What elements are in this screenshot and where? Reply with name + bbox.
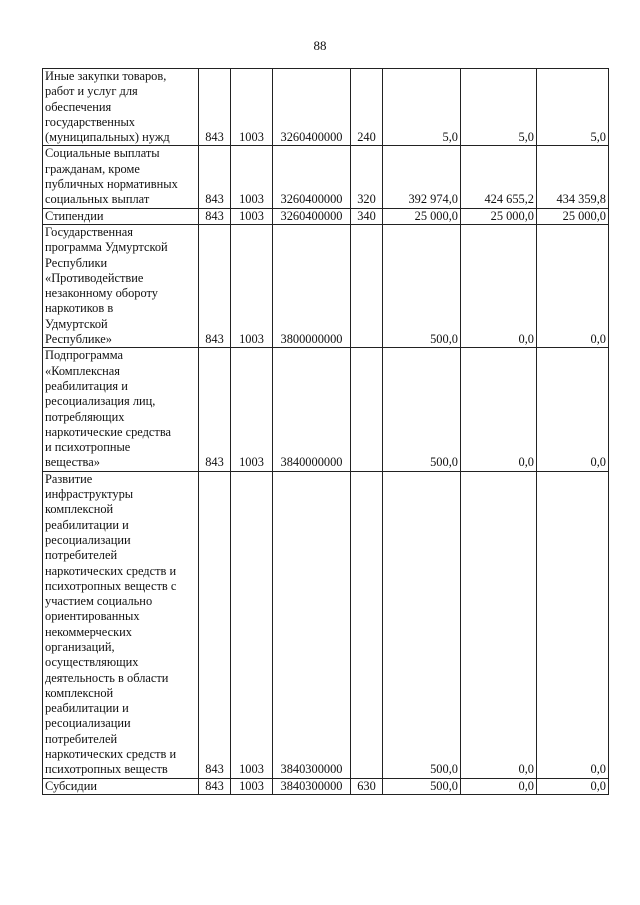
cell-amount-3: 0,0: [537, 778, 609, 794]
item-name-line: Иные закупки товаров,: [45, 69, 167, 83]
item-name-line: Развитие: [45, 471, 93, 486]
cell-amount-3: 0,0: [537, 224, 609, 347]
cell-item-name: [43, 69, 199, 146]
item-name-line: Социальные выплаты: [45, 146, 160, 161]
cell-amount-1: 5,0: [383, 69, 461, 146]
cell-expense-type: [351, 471, 383, 778]
item-name-line: государственных: [45, 114, 136, 129]
cell-target-article: 3840000000: [273, 348, 351, 471]
item-name-line: Республике»: [45, 332, 112, 347]
cell-expense-type: 320: [351, 146, 383, 208]
budget-table-body: [43, 69, 609, 795]
cell-admin-code: 843: [199, 224, 231, 347]
cell-section-code: 1003: [231, 69, 273, 146]
table-row: [43, 778, 609, 794]
item-name-line: наркотиков в: [45, 301, 114, 316]
item-name-line: незаконному обороту: [45, 286, 158, 301]
item-name-line: организаций,: [45, 639, 115, 654]
page-number: 88: [313, 38, 327, 53]
cell-amount-3: 0,0: [537, 471, 609, 778]
cell-item-name: [43, 146, 199, 208]
item-name-line: ресоциализации: [45, 532, 131, 547]
cell-admin-code: 843: [199, 778, 231, 794]
item-name-line: гражданам, кроме: [45, 161, 140, 176]
cell-amount-2: 0,0: [461, 471, 537, 778]
item-name-line: комплексной: [45, 685, 114, 700]
cell-amount-3: 5,0: [537, 69, 609, 146]
table-row: [43, 224, 609, 347]
item-name-line: Удмуртской: [45, 316, 108, 331]
cell-target-article: 3800000000: [273, 224, 351, 347]
cell-admin-code: 843: [199, 348, 231, 471]
item-name-line: Подпрограмма: [45, 348, 123, 363]
item-name-line: Государственная: [45, 224, 133, 239]
cell-amount-1: 500,0: [383, 348, 461, 471]
cell-amount-2: 0,0: [461, 348, 537, 471]
cell-item-name: [43, 778, 199, 794]
cell-amount-2: 25 000,0: [461, 208, 537, 224]
table-row: [43, 146, 609, 208]
item-name-line: вещества»: [45, 455, 100, 470]
cell-amount-3: 434 359,8: [537, 146, 609, 208]
cell-target-article: 3260400000: [273, 146, 351, 208]
item-name-line: наркотические средства: [45, 424, 172, 439]
item-name-line: Субсидии: [45, 778, 97, 793]
item-name-line: социальных выплат: [45, 192, 150, 207]
cell-admin-code: 843: [199, 208, 231, 224]
cell-amount-1: 392 974,0: [383, 146, 461, 208]
cell-amount-1: 500,0: [383, 224, 461, 347]
item-name-line: психотропных веществ с: [45, 578, 177, 593]
cell-amount-2: 5,0: [461, 69, 537, 146]
item-name-line: деятельность в области: [45, 670, 169, 685]
cell-expense-type: [351, 224, 383, 347]
item-name-line: (муниципальных) нужд: [45, 130, 170, 145]
cell-section-code: 1003: [231, 208, 273, 224]
item-name-line: программа Удмуртской: [45, 240, 168, 255]
cell-amount-2: 0,0: [461, 224, 537, 347]
cell-target-article: 3260400000: [273, 208, 351, 224]
cell-amount-3: 25 000,0: [537, 208, 609, 224]
cell-expense-type: 240: [351, 69, 383, 146]
item-name-line: работ и услуг для: [45, 84, 138, 99]
item-name-line: «Противодействие: [45, 270, 144, 285]
item-name-line: Стипендии: [45, 208, 104, 223]
cell-admin-code: 843: [199, 69, 231, 146]
cell-amount-1: 25 000,0: [383, 208, 461, 224]
item-name-line: потребляющих: [45, 409, 125, 424]
cell-expense-type: 630: [351, 778, 383, 794]
cell-section-code: 1003: [231, 224, 273, 347]
table-row: [43, 471, 609, 778]
budget-table: [42, 68, 609, 795]
item-name-line: психотропных веществ: [45, 762, 168, 777]
cell-item-name: [43, 224, 199, 347]
cell-item-name: [43, 471, 199, 778]
item-name-line: наркотических средств и: [45, 747, 177, 762]
item-name-line: реабилитации и: [45, 517, 129, 532]
item-name-line: ресоциализация лиц,: [45, 394, 156, 409]
cell-item-name: [43, 208, 199, 224]
item-name-line: публичных нормативных: [45, 177, 178, 192]
cell-admin-code: 843: [199, 471, 231, 778]
cell-amount-1: 500,0: [383, 778, 461, 794]
table-row: [43, 69, 609, 146]
item-name-line: реабилитация и: [45, 378, 128, 393]
cell-expense-type: 340: [351, 208, 383, 224]
item-name-line: реабилитации и: [45, 701, 129, 716]
item-name-line: наркотических средств и: [45, 563, 177, 578]
cell-section-code: 1003: [231, 778, 273, 794]
item-name-line: Республики: [45, 255, 108, 270]
cell-amount-1: 500,0: [383, 471, 461, 778]
item-name-line: некоммерческих: [45, 624, 132, 639]
cell-target-article: 3840300000: [273, 471, 351, 778]
item-name-line: «Комплексная: [45, 363, 120, 378]
cell-admin-code: 843: [199, 146, 231, 208]
cell-section-code: 1003: [231, 348, 273, 471]
item-name-line: комплексной: [45, 502, 114, 517]
cell-amount-3: 0,0: [537, 348, 609, 471]
cell-item-name: [43, 348, 199, 471]
cell-expense-type: [351, 348, 383, 471]
item-name-line: осуществляющих: [45, 655, 139, 670]
cell-amount-2: 424 655,2: [461, 146, 537, 208]
cell-target-article: 3840300000: [273, 778, 351, 794]
item-name-line: и психотропные: [45, 440, 131, 455]
cell-amount-2: 0,0: [461, 778, 537, 794]
item-name-line: потребителей: [45, 731, 118, 746]
item-name-line: ориентированных: [45, 609, 140, 624]
item-name-line: обеспечения: [45, 99, 112, 114]
item-name-line: участием социально: [45, 594, 153, 609]
table-row: [43, 348, 609, 471]
item-name-line: инфраструктуры: [45, 487, 134, 502]
item-name-line: потребителей: [45, 548, 118, 563]
cell-section-code: 1003: [231, 471, 273, 778]
cell-target-article: 3260400000: [273, 69, 351, 146]
cell-section-code: 1003: [231, 146, 273, 208]
table-row: [43, 208, 609, 224]
item-name-line: ресоциализации: [45, 716, 131, 731]
